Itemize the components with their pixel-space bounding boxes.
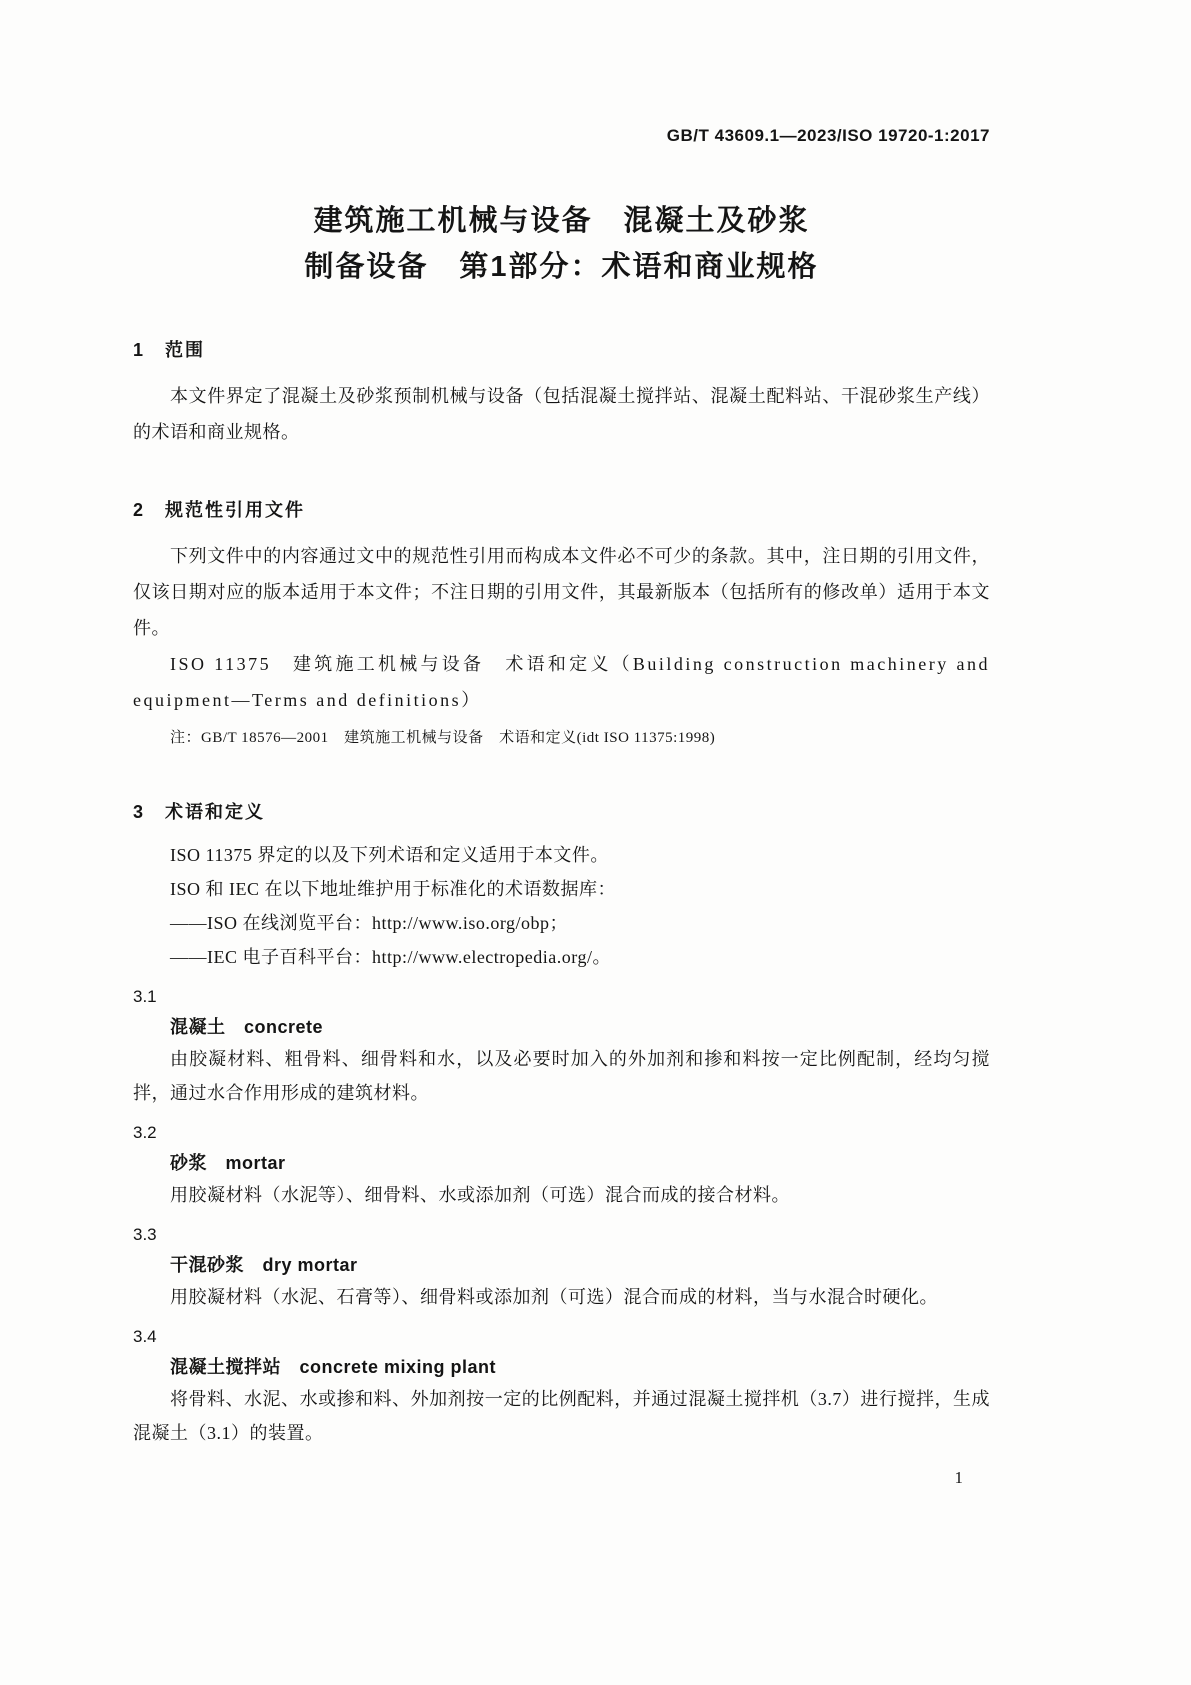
section-1-heading: 1 范围 bbox=[133, 340, 206, 360]
iec-electropedia-url-line: ——IEC 电子百科平台：http://www.electropedia.org/。 bbox=[170, 947, 611, 967]
term-name: 砂浆 mortar bbox=[170, 1153, 286, 1173]
section-3-heading: 3 术语和定义 bbox=[133, 802, 266, 822]
section-2-heading: 2 规范性引用文件 bbox=[133, 500, 306, 520]
section-2-intro-paragraph: 下列文件中的内容通过文中的规范性引用而构成本文件必不可少的条款。其中，注日期的引用文件，仅该日期对应的版本适用于本文件；不注日期的引用文件，其最新版本（包括所有的修改单）适用于本文件。 bbox=[133, 546, 990, 638]
term-entry-3-2 bbox=[133, 1118, 990, 1212]
term-entry-3-4 bbox=[133, 1322, 990, 1450]
term-definition: 由胶凝材料、粗骨料、细骨料和水，以及必要时加入的外加剂和掺和料按一定比例配制，经均匀搅拌，通过水合作用形成的建筑材料。 bbox=[133, 1049, 990, 1103]
section-3-intro-paragraph: ISO 11375 界定的以及下列术语和定义适用于本文件。 bbox=[170, 845, 609, 865]
standard-reference: GB/T 43609.1—2023/ISO 19720-1:2017 bbox=[666, 126, 990, 145]
term-entry-3-3 bbox=[133, 1220, 990, 1314]
section-1-scope-paragraph: 本文件界定了混凝土及砂浆预制机械与设备（包括混凝土搅拌站、混凝土配料站、干混砂浆生产线）的术语和商业规格。 bbox=[133, 386, 990, 442]
document-title-line-2: 制备设备 第1部分：术语和商业规格 bbox=[304, 251, 819, 283]
page-number: 1 bbox=[954, 1468, 963, 1487]
normative-reference-iso-11375: ISO 11375 建筑施工机械与设备 术语和定义（Building construction machinery and equipment—Terms and definitions） bbox=[133, 654, 990, 710]
term-number: 3.4 bbox=[133, 1327, 157, 1346]
term-number: 3.1 bbox=[133, 987, 157, 1006]
term-number: 3.2 bbox=[133, 1123, 157, 1142]
iso-obp-url-line: ——ISO 在线浏览平台：http://www.iso.org/obp； bbox=[170, 913, 569, 933]
term-name: 混凝土搅拌站 concrete mixing plant bbox=[170, 1357, 497, 1377]
term-definition: 用胶凝材料（水泥等）、细骨料、水或添加剂（可选）混合而成的接合材料。 bbox=[170, 1185, 790, 1205]
document-title-line-1: 建筑施工机械与设备 混凝土及砂浆 bbox=[313, 205, 810, 237]
term-name: 混凝土 concrete bbox=[170, 1017, 324, 1037]
section-2-note: 注：GB/T 18576—2001 建筑施工机械与设备 术语和定义(idt ISO 11375:1998) bbox=[170, 730, 716, 746]
term-name: 干混砂浆 dry mortar bbox=[170, 1255, 358, 1275]
term-definition: 用胶凝材料（水泥、石膏等）、细骨料或添加剂（可选）混合而成的材料，当与水混合时硬化。 bbox=[170, 1287, 938, 1307]
term-definition: 将骨料、水泥、水或掺和料、外加剂按一定的比例配料，并通过混凝土搅拌机（3.7）进行搅拌，生成混凝土（3.1）的装置。 bbox=[133, 1389, 990, 1443]
terminology-database-paragraph: ISO 和 IEC 在以下地址维护用于标准化的术语数据库： bbox=[170, 879, 616, 899]
term-entry-3-1 bbox=[133, 982, 990, 1110]
term-number: 3.3 bbox=[133, 1225, 157, 1244]
document-title bbox=[133, 198, 990, 290]
